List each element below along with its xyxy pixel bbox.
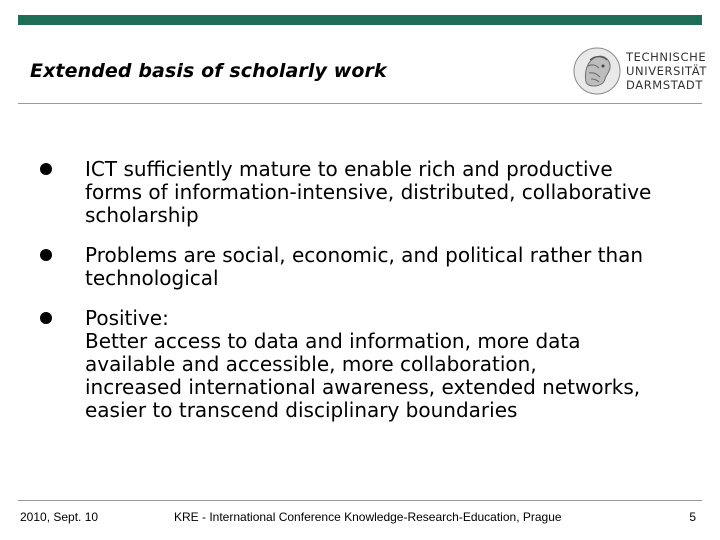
bullet-line: ICT sufficiently mature to enable rich and productive (85, 157, 613, 181)
bullet-line: technological (85, 266, 219, 290)
bullet-line: easier to transcend disciplinary boundaries (85, 398, 518, 422)
page-number: 5 (689, 510, 696, 524)
slide-title: Extended basis of scholarly work (30, 60, 387, 82)
bullet-line: forms of information-intensive, distributed, collaborative (85, 180, 652, 204)
bullet-item (40, 244, 700, 290)
bullet-line: Positive: (85, 306, 169, 330)
bullet-line: available and accessible, more collaboration, (85, 352, 537, 376)
bullet-line: increased international awareness, extended networks, (85, 375, 641, 399)
bullet-list (40, 158, 700, 439)
logo-text-line: DARMSTADT (626, 78, 704, 92)
footer-divider (18, 500, 702, 501)
footer-date: 2010, Sept. 10 (20, 510, 99, 524)
footer-conference: KRE - International Conference Knowledge-Research-Education, Prague (174, 510, 562, 524)
header-divider (18, 103, 702, 104)
logo-text-line: UNIVERSITÄT (626, 64, 707, 78)
bullet-dot-icon (40, 163, 52, 175)
bullet-line: Problems are social, economic, and political rather than (85, 243, 644, 267)
bullet-item (40, 158, 700, 227)
bullet-dot-icon (40, 249, 52, 261)
bullet-item (40, 307, 700, 422)
bullet-dot-icon (40, 312, 52, 324)
athena-seal-icon (572, 46, 622, 96)
header-accent-bar (18, 15, 702, 25)
bullet-line: scholarship (85, 203, 199, 227)
logo-text-line: TECHNISCHE (626, 50, 707, 64)
university-logo (566, 44, 712, 100)
bullet-line: Better access to data and information, more data (85, 329, 581, 353)
